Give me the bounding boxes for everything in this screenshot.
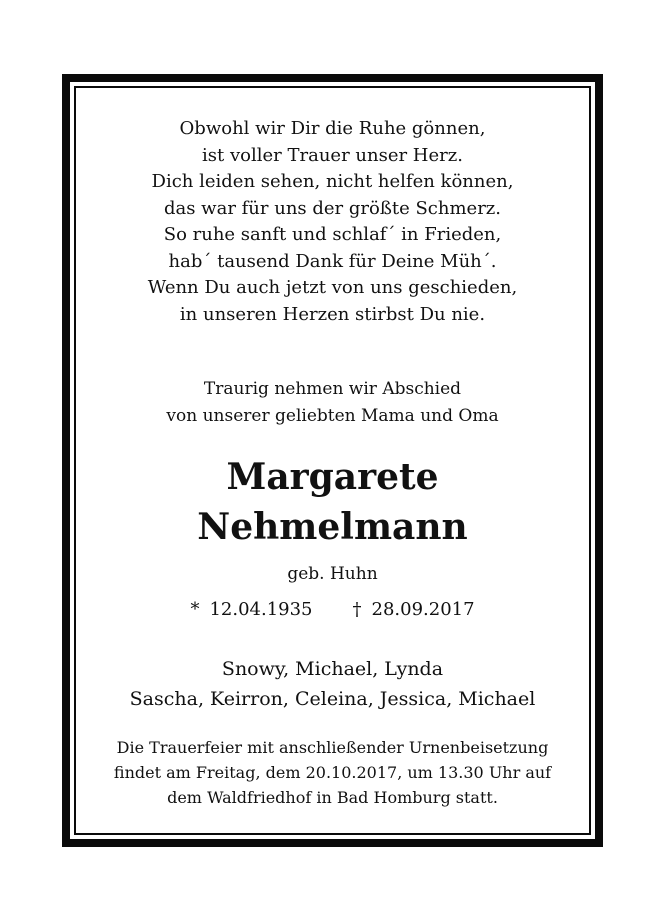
poem-line: Obwohl wir Dir die Ruhe gönnen, [179, 118, 486, 139]
life-dates [76, 597, 589, 623]
farewell-intro [76, 376, 589, 430]
poem-line: das war für uns der größte Schmerz. [163, 197, 502, 219]
first-name: Margarete [226, 456, 439, 498]
poem-line: Dich leiden sehen, nicht helfen können, [151, 171, 514, 192]
mourner-names [76, 654, 589, 714]
poem-line: ist voller Trauer unser Herz. [202, 144, 463, 166]
death-date: 28.09.2017 [371, 599, 475, 620]
death-cross-icon: † [352, 599, 362, 620]
ceremony-line: findet am Freitag, dem 20.10.2017, um 13.30 Uhr auf [113, 763, 552, 782]
ceremony-line: dem Waldfriedhof in Bad Homburg statt. [167, 788, 498, 807]
poem-line: hab´ tausend Dank für Deine Müh´. [168, 250, 497, 272]
mourner-line: Sascha, Keirron, Celeina, Jessica, Michael [129, 688, 536, 710]
mourner-line: Snowy, Michael, Lynda [221, 658, 444, 680]
funeral-notice [76, 735, 589, 810]
ceremony-line: Die Trauerfeier mit anschließender Urnenbeisetzung [116, 738, 549, 757]
intro-line: von unserer geliebten Mama und Oma [166, 406, 499, 426]
poem-line: So ruhe sanft und schlaf´ in Frieden, [163, 224, 502, 245]
birth-date: 12.04.1935 [209, 599, 313, 620]
birth-name: geb. Huhn [287, 564, 378, 584]
intro-line: Traurig nehmen wir Abschied [203, 379, 462, 399]
deceased-name [76, 452, 589, 552]
poem-line: in unseren Herzen stirbst Du nie. [179, 303, 486, 325]
last-name: Nehmelmann [197, 506, 468, 548]
birth-star-icon: * [190, 599, 200, 620]
memorial-poem [76, 116, 589, 328]
poem-line: Wenn Du auch jetzt von uns geschieden, [147, 277, 518, 298]
